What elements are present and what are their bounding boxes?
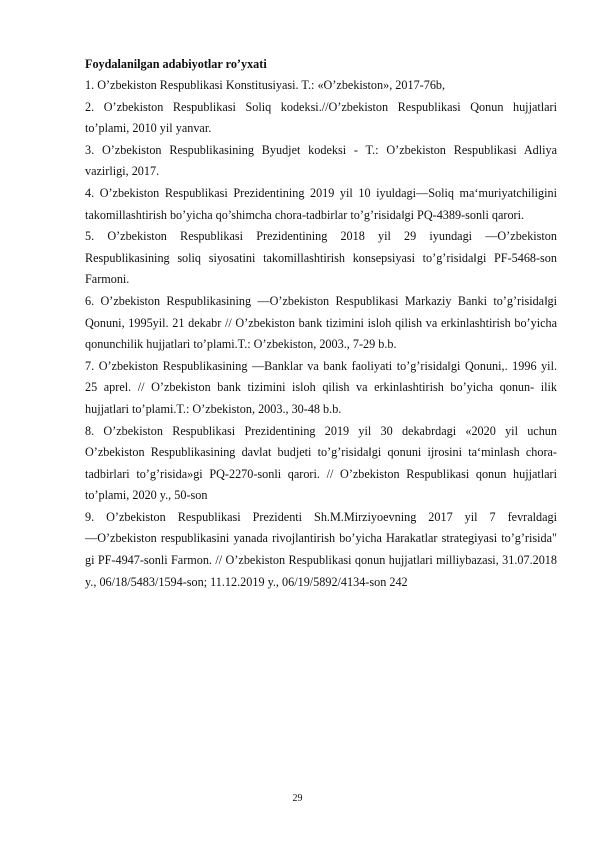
reference-item-6: 6. O’zbekiston Respublikasining ―O’zbekiston Respublikasi Markaziy Banki to’g’risida‖gi Qonuni, 1995yil. 21 dekabr // O’zbekiston bank tizimini isloh qilish va erkinlashtirish bo’yicha qonunchilik hujjatlari to’plami.T.: O’zbekiston, 2003., 7-29 b.b. [85,293,557,352]
reference-item-9: 9. O’zbekiston Respublikasi Prezidenti Sh.M.Mirziyoevning 2017 yil 7 fevraldagi ―O’zbekiston respublikasini yanada rivojlantirish bo’yicha Harakatlar strategiyasi to’g’risida" gi PF-4947-sonli Farmon. // O’zbekiston Respublikasi qonun hujjatlari milliybazasi, 31.07.2018 y., 06/18/5483/1594-son; 11.12.2019 y., 06/19/5892/4134-son 242 [85,509,557,589]
reference-item-2: 2. O’zbekiston Respublikasi Soliq kodeksi.//O’zbekiston Respublikasi Qonun hujjatlari to’plami, 2010 yil yanvar. [85,99,557,136]
reference-item-1: 1. O’zbekiston Respublikasi Konstitusiyasi. T.: «O’zbekiston», 2017-76b, [85,78,446,92]
document-page [85,54,557,593]
reference-item-7: 7. O’zbekiston Respublikasining ―Banklar va bank faoliyati to’g’risida‖gi Qonuni,. 1996 yil. 25 aprel. // O’zbekiston bank tizimini isloh qilish va erkinlashtirish bo’yicha qonun- ilik hujjatlari to’plami.T.: O’zbekiston, 2003., 30-48 b.b. [85,358,557,416]
page-number: 29 [292,793,303,804]
references-list [85,75,557,593]
reference-item-4: 4. O’zbekiston Respublikasi Prezidentining 2019 yil 10 iyuldagi―Soliq ma‘muriyatchiligini takomillashtirish bo’yicha qo’shimcha chora-tadbirlar to’g’risida‖gi PQ-4389-sonli qarori. [85,185,557,222]
reference-item-3: 3. O’zbekiston Respublikasining Byudjet kodeksi - T.: O’zbekiston Respublikasi Adliya vazirligi, 2017. [85,142,557,179]
reference-item-8: 8. O’zbekiston Respublikasi Prezidentining 2019 yil 30 dekabrdagi «2020 yil uchun O’zbekiston Respublikasining davlat budjeti to’g’risida‖gi qonuni ijrosini ta‘minlash chora-tadbirlari to’g’risida»gi PQ-2270-sonli qarori. // O’zbekiston Respublikasi qonun hujjatlari to’plami, 2020 y., 50-son [85,423,557,503]
reference-item-5: 5. O’zbekiston Respublikasi Prezidentining 2018 yil 29 iyundagi ―O’zbekiston Respublikasining soliq siyosatini takomillashtirish konsepsiyasi to’g’risida‖gi PF-5468-son Farmoni. [85,229,557,287]
references-heading: Foydalanilgan adabiyotlar ro’yxati [85,57,267,71]
